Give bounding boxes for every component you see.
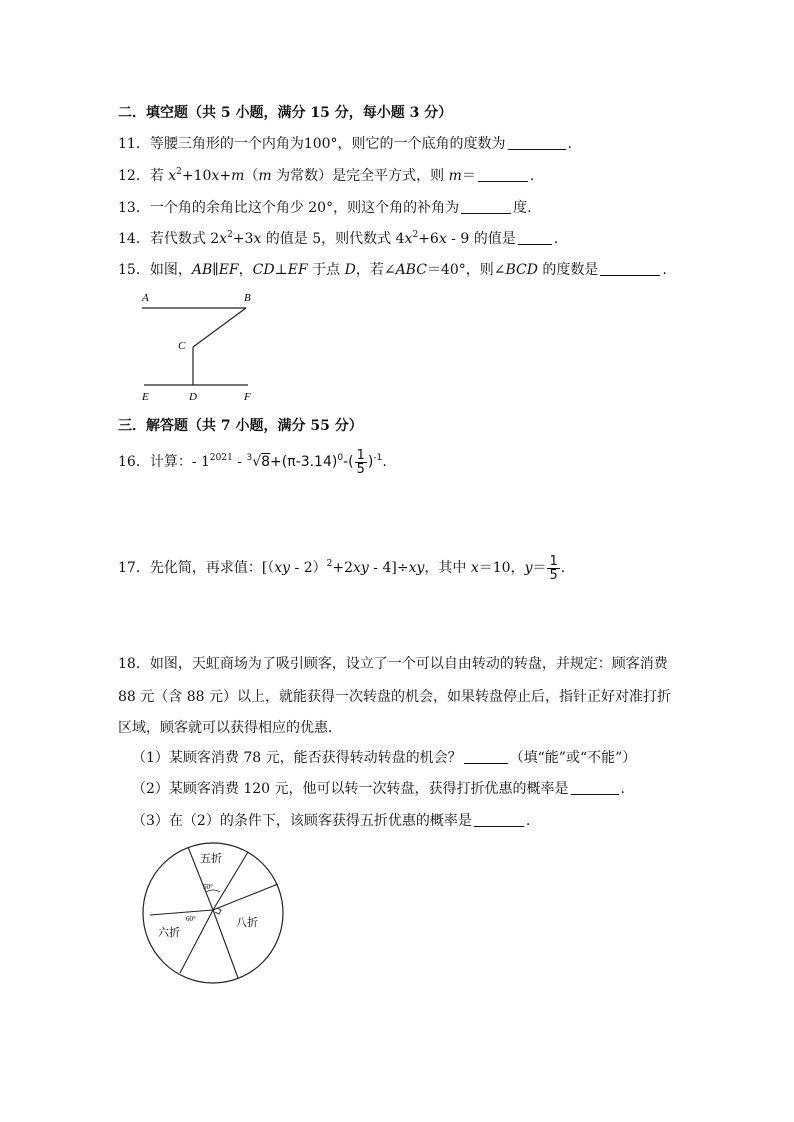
q17-exp: 2: [326, 559, 333, 569]
q15-text: 于点: [307, 262, 345, 278]
q17-fraction-numerator: 1: [549, 553, 558, 569]
q13-unit: 度.: [513, 200, 532, 216]
q14-text: 14．若代数式 2: [118, 231, 220, 247]
q15-var: AB: [191, 262, 213, 278]
q14-exp: 2: [227, 230, 233, 240]
q18-part-2-text: （2）某顾客消费 120 元，他可以转一次转盘，获得打折优惠的概率是: [132, 781, 569, 797]
q18-part-1: [132, 748, 636, 768]
q12-var: m: [231, 168, 245, 184]
q12-eq: ＝: [461, 168, 476, 184]
q17-text: +2: [332, 560, 354, 576]
question-13: [118, 198, 532, 218]
q18-part-1-hint: （填“能”或“不能”）: [509, 750, 637, 766]
q16-text: -: [232, 454, 247, 470]
q13-answer-blank[interactable]: [461, 199, 511, 214]
q17-var: xy: [274, 560, 291, 576]
q14-text: 的值是 5，则代数式 4: [261, 231, 405, 247]
q15-var: EF: [218, 262, 239, 278]
q15-symbol: ∥: [212, 262, 219, 278]
question-11: 11．等腰三角形的一个内角为100°，则它的一个底角的度数为 .: [118, 136, 572, 152]
q14-var: x: [438, 231, 447, 247]
q16-text: -(: [343, 454, 354, 470]
q17-text: - 4]÷: [368, 560, 409, 576]
q14-var: x: [404, 231, 413, 247]
q17-var: y: [524, 560, 533, 576]
q16-text: 16．计算：- 1: [118, 454, 210, 470]
q16-exp: -1: [373, 453, 383, 463]
q18-part-1-blank[interactable]: [464, 749, 508, 764]
q13-text: 13．一个角的余角比这个角少 20°，则这个角的补角为: [118, 200, 460, 216]
q15-symbol: ⊥: [274, 262, 288, 278]
q17-text: .: [560, 560, 566, 576]
q17-fraction: [547, 555, 559, 582]
q15-text: ＝40°，则∠: [426, 262, 506, 278]
q15-var: BCD: [505, 262, 538, 278]
q17-text: ＝: [532, 560, 547, 576]
q17-var: xy: [353, 560, 369, 576]
label-liuzhe: 六折: [158, 927, 180, 939]
question-12: 12．若 $x^2+10x+m(m$ 为常数）是完全平方式，则 m＝ .: [118, 167, 535, 184]
q18-part-3: （3）在（2）的条件下，该顾客获得五折优惠的概率是 .: [132, 813, 531, 829]
q16-text: ): [367, 454, 374, 470]
label-d: D: [189, 391, 197, 403]
label-f: F: [244, 391, 251, 403]
q17-fraction-denominator: 5: [549, 567, 558, 583]
q12-plus: +: [219, 168, 232, 184]
q18-part-2-blank[interactable]: [571, 780, 619, 795]
q18-part-1-text: （1）某顾客消费 78 元，能否获得转动转盘的机会？: [132, 750, 462, 766]
q17-text: - 2）: [290, 560, 327, 576]
q14-text: +6: [418, 231, 439, 247]
q16-fraction-denominator: 5: [356, 461, 365, 477]
q17-text: ，其中: [424, 560, 471, 576]
segment-bc: [193, 308, 246, 347]
question-16: [118, 446, 387, 478]
q17-var: xy: [408, 560, 425, 576]
q15-text: ，若∠: [355, 262, 396, 278]
question-17: [118, 552, 565, 584]
label-b: B: [244, 292, 251, 304]
q15-var: ABC: [395, 262, 427, 278]
q15-var: CD: [252, 262, 275, 278]
q16-radicand: 8: [261, 454, 271, 470]
q16-exp: 2021: [209, 453, 233, 463]
q15-text: ，: [238, 262, 253, 278]
label-a: A: [142, 292, 149, 304]
q15-answer-blank[interactable]: [600, 261, 660, 276]
q18-line-1: 18．如图，天虹商场为了吸引顾客，设立了一个可以自由转动的转盘，并规定：顾客消费: [118, 656, 668, 672]
q12-num: 12．若: [118, 168, 169, 184]
q16-fraction: [355, 449, 367, 476]
q18-part-2: （2）某顾客消费 120 元，他可以转一次转盘，获得打折优惠的概率是 .: [132, 781, 625, 797]
q18-line-3: 区域，顾客就可以获得相应的优惠．: [118, 720, 342, 736]
q11-text: 11．等腰三角形的一个内角为100°，则它的一个底角的度数为: [118, 136, 506, 152]
angle-label-50: 50°: [203, 883, 213, 891]
q12-exp: 2: [176, 167, 182, 177]
q12-var: x: [168, 168, 177, 184]
q18-part-3-text: （3）在（2）的条件下，该顾客获得五折优惠的概率是: [132, 813, 472, 829]
q15-text: 15．如图，: [118, 262, 192, 278]
section-2-heading: 二．填空题（共 5 小题，满分 15 分，每小题 3 分）: [118, 105, 453, 121]
q11-answer-blank[interactable]: [508, 135, 566, 150]
label-bazhe: 八折: [236, 917, 258, 929]
q16-exp: 0: [337, 453, 344, 463]
q16-text: .: [382, 454, 387, 470]
q17-text: ＝10，: [478, 560, 525, 576]
figure-15-diagram: [130, 286, 270, 404]
q16-text: +(π-3.14): [270, 454, 338, 470]
q12-var: x: [211, 168, 220, 184]
q14-text: - 9 的值是: [446, 231, 516, 247]
q18-line-2: 88 元（含 88 元）以上，就能获得一次转盘的机会，如果转盘停止后，指针正好对准打折: [118, 689, 671, 705]
q12-paren: （: [244, 168, 259, 184]
q14-answer-blank[interactable]: [518, 230, 552, 245]
q12-var: m: [258, 168, 272, 184]
q14-exp: 2: [412, 230, 419, 240]
q15-var: EF: [287, 262, 308, 278]
section-3-heading: 三．解答题（共 7 小题，满分 55 分）: [118, 418, 363, 434]
label-e: E: [142, 391, 149, 403]
q16-root-index: 3: [246, 453, 253, 463]
q15-text: 的度数是: [537, 262, 599, 278]
label-c: C: [178, 340, 186, 352]
q14-text: +3: [232, 231, 254, 247]
angle-label-60: 60°: [186, 915, 196, 923]
q12-var: m: [448, 168, 462, 184]
q15-var: D: [344, 262, 356, 278]
q17-var: x: [470, 560, 479, 576]
spinner-wheel-diagram: [140, 840, 286, 986]
question-15: 15．如图，AB∥EF，CD⊥EF 于点 D，若∠ABC＝40°，则∠BCD 的度数是 .: [118, 262, 667, 278]
q12-mid: +10: [181, 168, 212, 184]
q16-fraction-numerator: 1: [356, 447, 365, 463]
q18-part-3-blank[interactable]: [474, 812, 524, 827]
label-wuzhe: 五折: [200, 853, 222, 865]
question-14: 14．若代数式 $2x^2+3x$ 的值是 5，则代数式 $4x^2+6x - 9$ 的值是 .: [118, 230, 559, 247]
q12-answer-blank[interactable]: [478, 167, 528, 182]
q14-var: x: [253, 231, 262, 247]
q12-text: 为常数）是完全平方式，则: [271, 168, 449, 184]
q14-var: x: [219, 231, 228, 247]
q17-text: 17．先化简，再求值：[（: [118, 560, 275, 576]
q16-cube-root: $^3$√8: [246, 453, 271, 470]
